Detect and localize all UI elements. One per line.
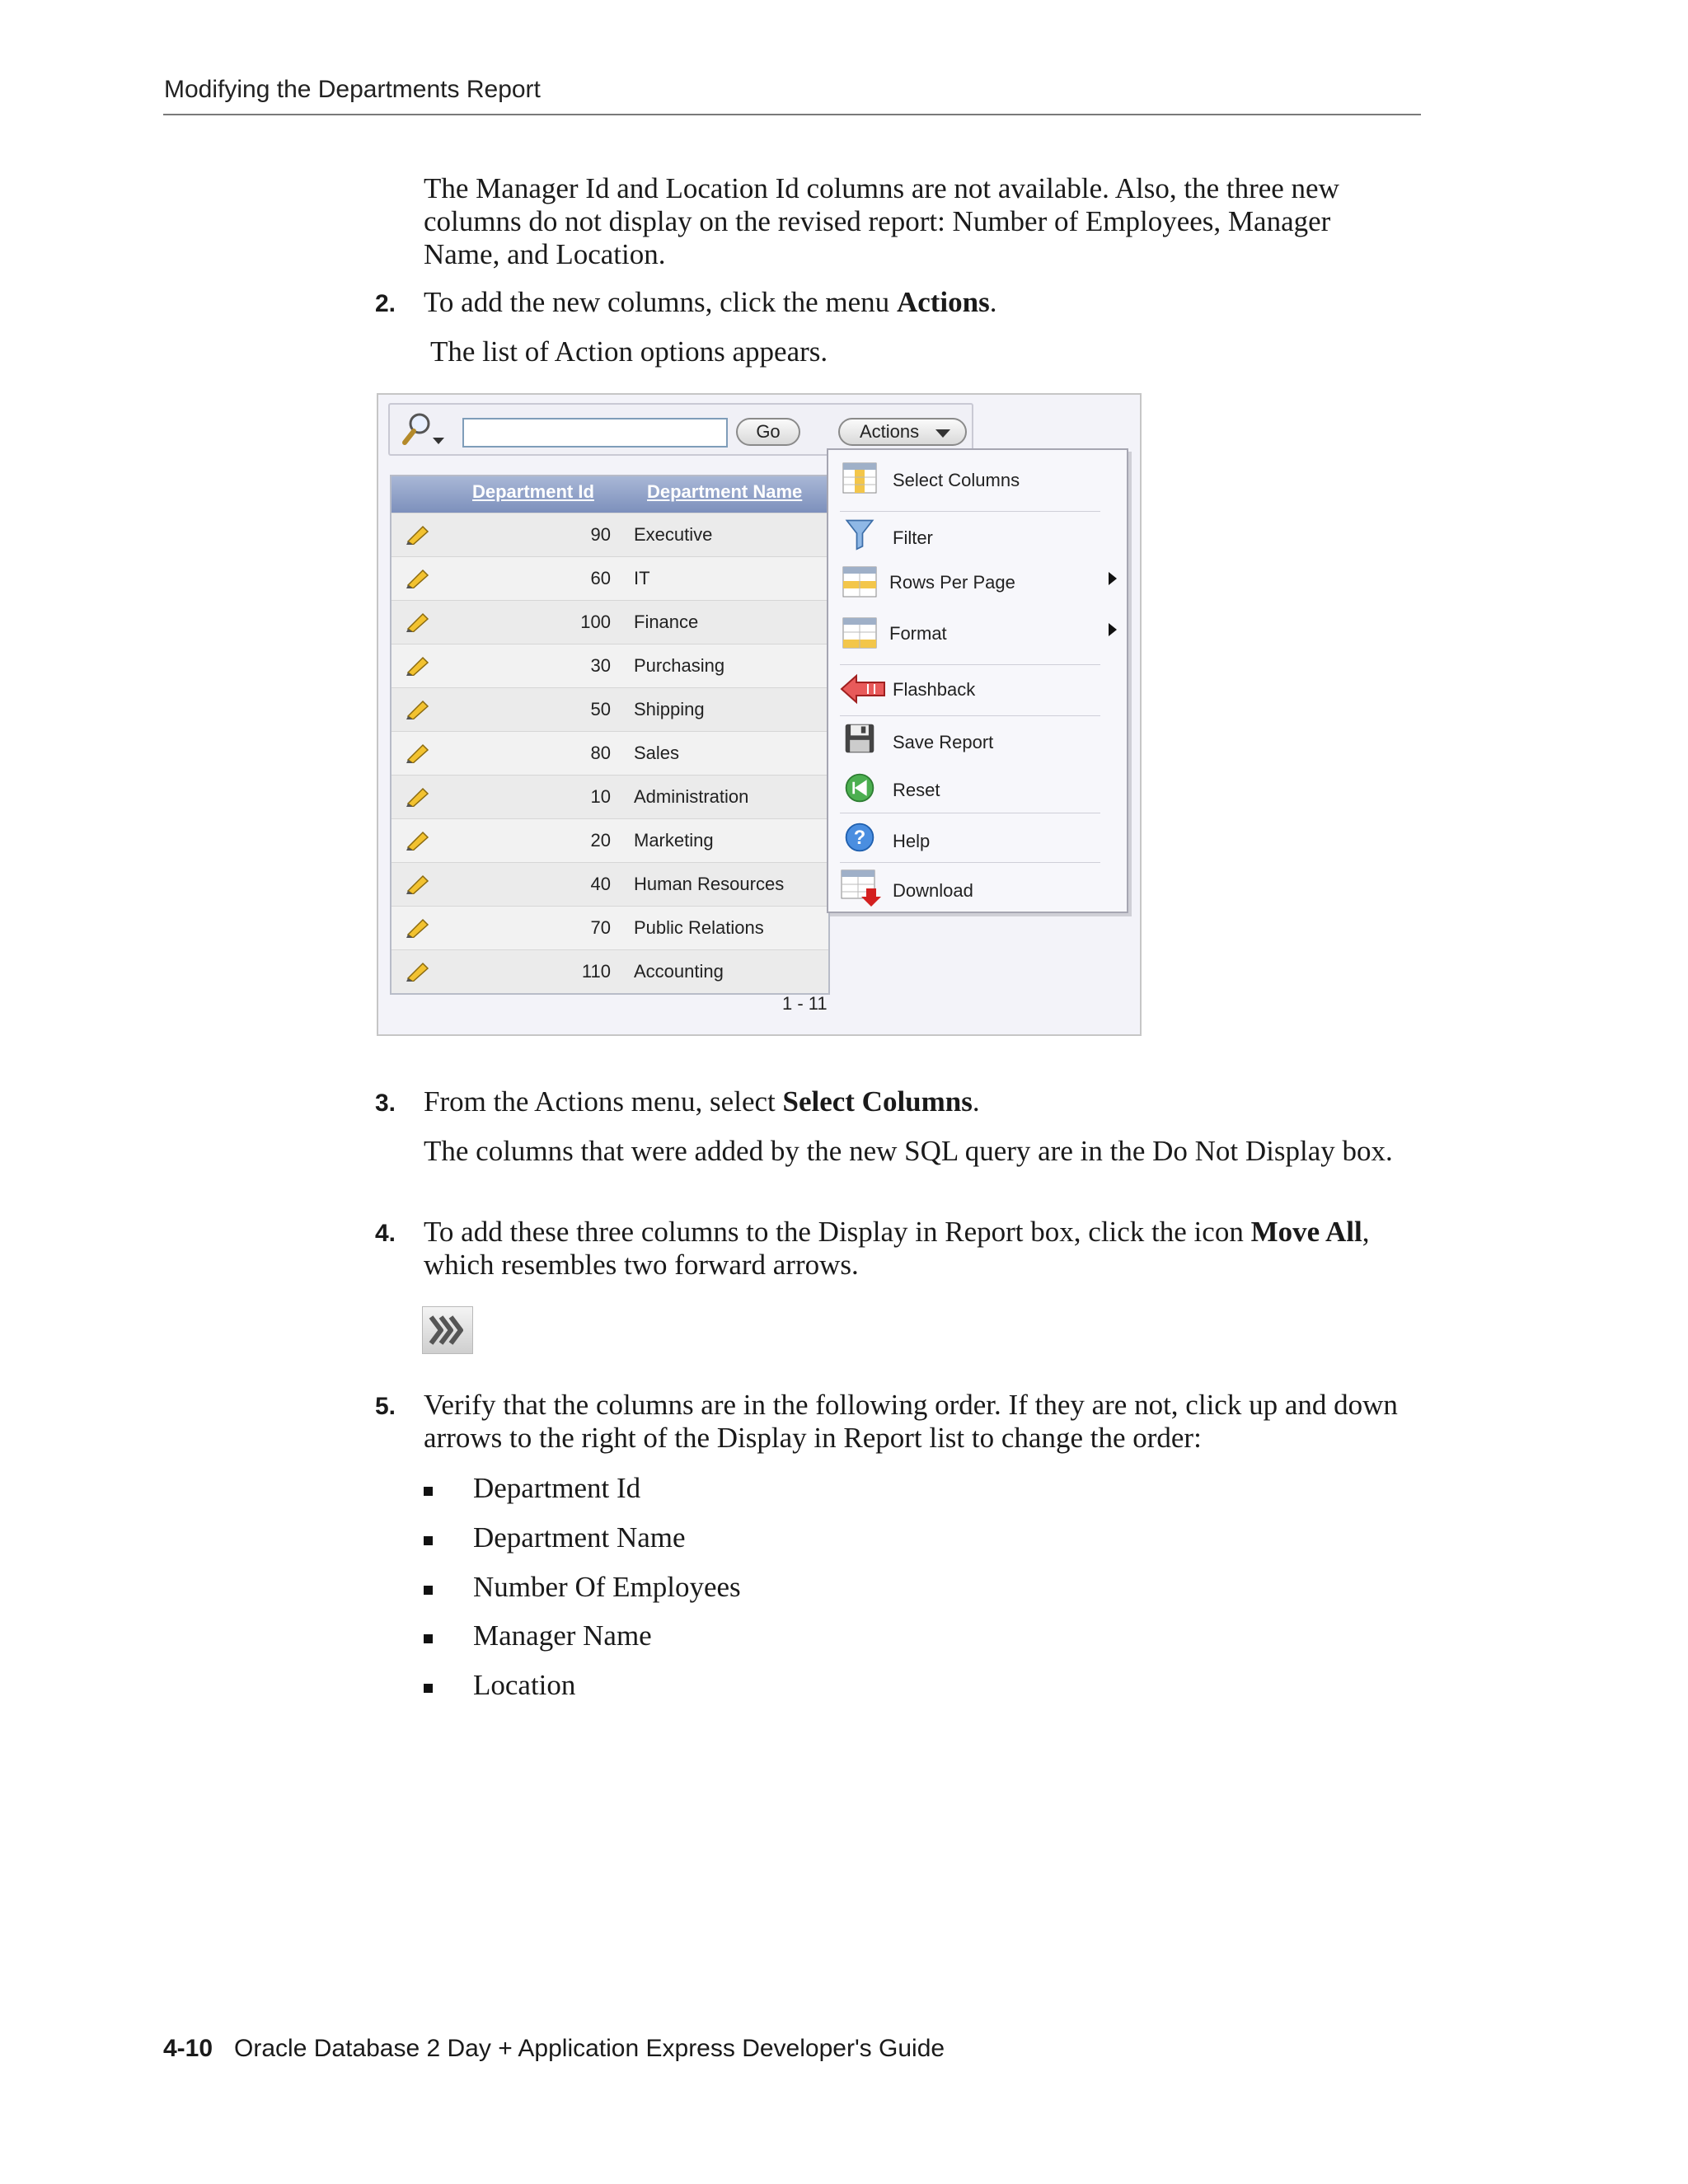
cell-department-name: Public Relations — [634, 917, 764, 938]
step-5-number: 5. — [375, 1393, 396, 1420]
menu-item-filter[interactable]: Filter — [828, 514, 1117, 560]
edit-pencil-icon[interactable] — [405, 874, 429, 894]
bullet-marker — [424, 1634, 433, 1643]
menu-item-download[interactable]: Download — [828, 865, 1117, 912]
cell-department-name: Accounting — [634, 961, 724, 982]
report-table — [390, 475, 830, 995]
cell-department-name: Purchasing — [634, 655, 725, 676]
step-3-result: The columns that were added by the new SQL query are in the Do Not Display box. — [424, 1135, 1393, 1167]
rows-per-page-icon — [842, 565, 878, 598]
cell-department-name: Marketing — [634, 830, 714, 851]
table-row — [392, 687, 828, 731]
filter-icon — [842, 518, 878, 551]
column-header-department-name[interactable]: Department Name — [647, 481, 803, 502]
cell-department-id: 90 — [590, 524, 611, 545]
cell-department-name: IT — [634, 568, 650, 588]
menu-separator — [840, 511, 1100, 512]
step-4-number: 4. — [375, 1220, 396, 1247]
column-order-item: Manager Name — [473, 1619, 652, 1652]
cell-department-id: 100 — [580, 612, 611, 632]
column-order-item: Number Of Employees — [473, 1571, 741, 1603]
menu-separator — [840, 715, 1100, 716]
edit-pencil-icon[interactable] — [405, 831, 429, 851]
table-row — [392, 949, 828, 993]
bullet-marker — [424, 1586, 433, 1595]
cell-department-name: Human Resources — [634, 874, 785, 894]
edit-pencil-icon[interactable] — [405, 918, 429, 938]
pagination-text: 1 - 11 — [782, 993, 828, 1014]
edit-pencil-icon[interactable] — [405, 962, 429, 982]
actions-dropdown-menu — [827, 448, 1128, 913]
column-order-item: Location — [473, 1669, 576, 1701]
cell-department-name: Administration — [634, 786, 749, 807]
step-2-number: 2. — [375, 290, 396, 317]
step-3-number: 3. — [375, 1090, 396, 1117]
actions-menu-button[interactable]: Actions — [838, 418, 967, 446]
cell-department-id: 60 — [590, 568, 611, 588]
menu-item-help[interactable]: ? Help — [828, 816, 1117, 862]
bullet-marker — [424, 1684, 433, 1693]
cell-department-id: 110 — [581, 961, 611, 982]
running-header: Modifying the Departments Report — [164, 76, 541, 103]
table-row — [392, 513, 828, 556]
edit-pencil-icon[interactable] — [405, 612, 429, 632]
table-row — [392, 862, 828, 906]
bullet-marker — [424, 1487, 433, 1496]
edit-pencil-icon[interactable] — [405, 787, 429, 807]
page-footer: 4-10 Oracle Database 2 Day + Application Express Developer's Guide — [163, 2035, 945, 2062]
table-row — [392, 731, 828, 775]
edit-pencil-icon[interactable] — [405, 743, 429, 763]
edit-pencil-icon[interactable] — [405, 700, 429, 719]
table-row — [392, 906, 828, 949]
cell-department-id: 80 — [590, 743, 611, 763]
cell-department-id: 20 — [590, 830, 611, 851]
move-all-icon[interactable] — [422, 1306, 473, 1354]
step-5-text: Verify that the columns are in the following order. If they are not, click up and down arrows to the right of the Display in Report list to change the order: — [424, 1389, 1398, 1454]
submenu-arrow-icon — [1109, 572, 1117, 585]
column-header-department-id[interactable]: Department Id — [472, 481, 594, 502]
menu-item-rows-per-page[interactable]: Rows Per Page — [828, 555, 1117, 602]
table-row — [392, 556, 828, 600]
cell-department-name: Sales — [634, 743, 680, 763]
header-rule — [163, 114, 1421, 115]
table-row — [392, 600, 828, 644]
table-header — [392, 476, 828, 513]
column-order-item: Department Id — [473, 1472, 641, 1504]
go-button[interactable]: Go — [736, 418, 800, 446]
chevron-down-icon — [433, 438, 444, 444]
edit-pencil-icon[interactable] — [405, 525, 429, 545]
cell-department-id: 70 — [590, 917, 611, 938]
format-icon — [842, 616, 878, 649]
menu-item-select-columns[interactable]: Select Columns — [828, 455, 1117, 501]
step-2-text: To add the new columns, click the menu Actions. — [424, 286, 997, 318]
chevron-down-icon — [935, 429, 950, 438]
menu-separator — [840, 862, 1100, 863]
cell-department-name: Executive — [634, 524, 713, 545]
cell-department-id: 40 — [590, 874, 611, 894]
help-icon — [842, 821, 878, 854]
select-columns-icon — [842, 462, 878, 494]
cell-department-id: 30 — [590, 655, 611, 676]
step-2-result: The list of Action options appears. — [430, 335, 828, 368]
search-icon[interactable] — [396, 411, 451, 449]
cell-department-name: Shipping — [634, 699, 705, 719]
cell-department-id: 50 — [590, 699, 611, 719]
menu-separator — [840, 664, 1100, 665]
table-row — [392, 644, 828, 687]
menu-item-reset[interactable]: Reset — [828, 766, 1117, 813]
bullet-marker — [424, 1536, 433, 1545]
cell-department-id: 10 — [590, 786, 611, 807]
menu-item-save-report[interactable]: Save Report — [828, 717, 1117, 763]
menu-item-flashback[interactable]: Flashback — [828, 666, 1117, 712]
table-row — [392, 775, 828, 818]
download-icon — [840, 869, 883, 908]
save-icon — [842, 722, 878, 755]
flashback-icon — [840, 673, 886, 705]
step-4-text: To add these three columns to the Display in Report box, click the icon Move All, which resembles two forward arrows. — [424, 1216, 1370, 1281]
step-3-text: From the Actions menu, select Select Columns. — [424, 1085, 980, 1118]
table-row — [392, 818, 828, 862]
svg-text:?: ? — [853, 827, 866, 850]
edit-pencil-icon[interactable] — [405, 656, 429, 676]
search-input[interactable] — [462, 418, 728, 448]
reset-icon — [842, 771, 878, 804]
menu-item-format[interactable]: Format — [828, 607, 1117, 653]
actions-menu-screenshot — [377, 393, 1142, 1036]
edit-pencil-icon[interactable] — [405, 569, 429, 588]
intro-paragraph: The Manager Id and Location Id columns are not available. Also, the three new columns do not display on the revised report: Number of Employees, Manager Name, and Location. — [424, 172, 1339, 270]
cell-department-name: Finance — [634, 612, 699, 632]
submenu-arrow-icon — [1109, 623, 1117, 636]
column-order-item: Department Name — [473, 1521, 686, 1554]
